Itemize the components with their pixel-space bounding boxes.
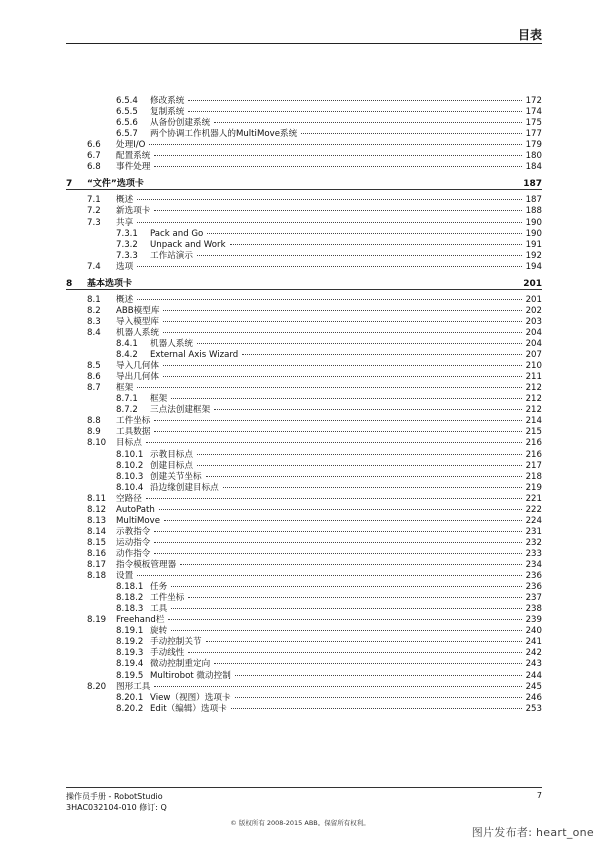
toc-entry-title: “文件”选项卡	[87, 179, 144, 190]
toc-entry-page: 179	[525, 140, 542, 151]
toc-entry-title: 创建关节坐标	[150, 471, 202, 482]
toc-entry-title: 创建目标点	[150, 460, 193, 471]
toc-dot-leader	[164, 511, 522, 521]
toc-entry-number: 8.19.2	[116, 637, 144, 648]
toc-dot-leader	[301, 124, 522, 134]
toc-entry-number: 8.7	[87, 383, 101, 394]
toc-dot-leader	[154, 544, 522, 554]
toc-entry-title: 空路径	[116, 493, 142, 504]
toc-dot-leader	[171, 599, 522, 609]
toc-entry-page: 222	[525, 504, 542, 515]
toc-dot-leader	[188, 91, 522, 101]
toc-dot-leader	[149, 135, 522, 145]
toc-entry-title: Multirobot 微动控制	[150, 670, 231, 681]
toc-entry-title: 工具数据	[116, 427, 151, 438]
toc-entry-title: 共享	[116, 217, 134, 228]
toc-dot-leader	[154, 677, 522, 687]
toc-dot-leader	[206, 632, 522, 642]
toc-entry-number: 8.19.3	[116, 648, 144, 659]
toc-entry-title: 三点法创建框架	[150, 405, 211, 416]
toc-dot-leader	[137, 190, 522, 200]
toc-entry-title: 工具	[150, 604, 168, 615]
toc-entry-number: 8.19.4	[116, 659, 144, 670]
toc-entry-page: 214	[525, 416, 542, 427]
toc-entry-number: 6.5.4	[116, 96, 138, 106]
toc-entry-number: 6.5.5	[116, 107, 138, 118]
toc-entry-page: 216	[525, 449, 542, 460]
toc-entry-title: View（视图）选项卡	[150, 692, 231, 703]
toc-entry-page: 204	[525, 339, 542, 349]
toc-entry-page: 245	[525, 681, 542, 692]
toc-entry-page: 212	[525, 405, 542, 416]
toc-dot-leader	[154, 522, 522, 532]
toc-entry-title: 两个协调工作机器人的MultiMove系统	[150, 129, 298, 140]
toc-dot-leader	[163, 367, 522, 377]
toc-entry-title: 新选项卡	[116, 206, 151, 217]
toc-entry-title: Pack and Go	[150, 228, 204, 239]
toc-entry-title: 手动线性	[150, 648, 185, 659]
toc-entry-number: 6.5.6	[116, 118, 138, 129]
toc-entry-title: 工件坐标	[116, 416, 151, 427]
toc-dot-leader	[197, 456, 522, 466]
toc-entry-title: 基本选项卡	[87, 278, 133, 289]
toc-entry-page: 201	[523, 278, 542, 289]
toc-entry-page: 253	[525, 703, 542, 714]
toc-entry-title: 工作站演示	[150, 250, 193, 261]
toc-dot-leader	[235, 666, 522, 676]
toc-entry-page: 219	[525, 482, 542, 493]
toc-entry-number: 7.4	[87, 261, 101, 272]
toc-entry-number: 7.3.3	[116, 250, 138, 261]
toc-entry-title: AutoPath	[116, 504, 155, 515]
toc-dot-leader	[163, 301, 522, 311]
toc-entry-number: 6.6	[87, 140, 101, 151]
toc-dot-leader	[154, 146, 522, 156]
toc-entry-page: 224	[525, 515, 542, 526]
toc-entry-number: 8.3	[87, 316, 101, 327]
toc-entry-page: 190	[525, 217, 542, 228]
toc-dot-leader	[163, 312, 522, 322]
toc-entry-number: 8.12	[87, 504, 107, 515]
toc-entry-number: 8.20.2	[116, 703, 144, 714]
toc-entry-page: 236	[525, 582, 542, 593]
toc-entry-title: 示教指令	[116, 526, 151, 537]
toc-entry-page: 232	[525, 537, 542, 548]
page-header-title: 目表	[517, 28, 542, 42]
toc-entry[interactable]	[66, 177, 542, 188]
toc-entry-title: 导出几何体	[116, 372, 159, 383]
toc-entry-page: 217	[525, 460, 542, 471]
toc-entry-page: 191	[525, 239, 542, 250]
toc-entry-number: 8.7.1	[116, 394, 138, 405]
toc-entry-page: 187	[525, 195, 542, 206]
toc-entry-title: 框架	[116, 383, 134, 394]
toc-entry-title: 沿边缘创建目标点	[150, 482, 219, 493]
toc-entry-page: 243	[525, 659, 542, 670]
toc-entry-page: 221	[525, 493, 542, 504]
footer-divider	[66, 787, 542, 788]
toc-dot-leader	[230, 235, 522, 245]
toc-entry-page: 244	[525, 670, 542, 681]
toc-entry-number: 6.5.7	[116, 129, 138, 140]
toc-entry-number: 8.4	[87, 327, 101, 338]
footer-manual-title: 操作员手册 - RobotStudio	[66, 792, 163, 801]
toc-entry-number: 7.2	[87, 206, 101, 217]
toc-entry-page: 207	[525, 350, 542, 361]
toc-entry-number: 7.1	[87, 195, 101, 206]
toc-entry-title: 动作指令	[116, 548, 151, 559]
toc-dot-leader	[159, 500, 522, 510]
toc-entry-page: 218	[525, 471, 542, 482]
toc-entry-number: 6.7	[87, 151, 101, 162]
toc-entry-number: 8.19	[87, 615, 107, 626]
toc-entry-number: 8.18.1	[116, 582, 144, 593]
toc-entry-page: 215	[525, 427, 542, 438]
toc-entry-page: 184	[525, 162, 542, 173]
toc-entry-title: 选项	[116, 261, 134, 272]
toc-dot-leader	[154, 533, 522, 543]
toc-dot-leader	[214, 400, 522, 410]
toc-entry-number: 8.18.2	[116, 593, 144, 604]
toc-dot-leader	[188, 102, 522, 112]
toc-entry-number: 7	[66, 179, 73, 190]
toc-dot-leader	[163, 323, 522, 333]
toc-entry-number: 8.10.4	[116, 482, 144, 493]
toc-entry-number: 8.10.2	[116, 460, 144, 471]
toc-entry-page: 241	[525, 637, 542, 648]
toc-entry-title: 处理I/O	[116, 140, 146, 151]
toc-entry-number: 8.7.2	[116, 405, 138, 416]
toc-entry-title: 概述	[116, 294, 134, 305]
toc-dot-leader	[235, 688, 522, 698]
toc-entry-number: 7.3.1	[116, 228, 138, 239]
toc-entry-number: 8.16	[87, 548, 107, 559]
toc-dot-leader	[214, 113, 522, 123]
toc-entry-title: ABB模型库	[116, 305, 160, 316]
toc-entry-page: 204	[525, 327, 542, 338]
toc-entry-title: 图形工具	[116, 681, 151, 692]
toc-dot-leader	[207, 224, 522, 234]
toc-entry-title: External Axis Wizard	[150, 350, 239, 361]
toc-entry-title: 机器人系统	[116, 327, 159, 338]
toc-entry-title: MultiMove	[116, 515, 161, 526]
toc-entry-title: 导入几何体	[116, 361, 159, 372]
toc-dot-leader	[188, 643, 522, 653]
toc-dot-leader	[154, 411, 522, 421]
toc-entry-page: 174	[525, 107, 542, 118]
toc-dot-leader	[206, 467, 522, 477]
footer-manual-info	[66, 791, 167, 813]
toc-entry-title: 工件坐标	[150, 593, 185, 604]
toc-entry-title: 指令模板管理器	[116, 560, 177, 570]
toc-entry-title: 运动指令	[116, 537, 151, 548]
toc-entry-number: 8.10	[87, 438, 107, 449]
toc-dot-leader	[137, 213, 522, 223]
toc-entry-number: 8.4.2	[116, 350, 138, 361]
toc-entry-number: 8.18.3	[116, 604, 144, 615]
toc-entry-title: 微动控制重定向	[150, 659, 211, 670]
toc-entry-title: Edit（编辑）选项卡	[150, 703, 227, 714]
toc-entry-number: 8.6	[87, 372, 101, 383]
toc-dot-leader	[137, 290, 522, 300]
toc-dot-leader	[171, 577, 522, 587]
toc-entry-number: 8.5	[87, 361, 101, 372]
toc-dot-leader	[171, 621, 522, 631]
toc-entry-number: 8.13	[87, 515, 107, 526]
copyright-notice: © 版权所有 2008-2015 ABB。保留所有权利。	[230, 819, 370, 827]
watermark-text: 图片发布者: heart_one	[471, 826, 594, 839]
toc-entry-title: 从备份创建系统	[150, 118, 211, 129]
toc-entry[interactable]	[87, 159, 542, 173]
toc-entry-page: 192	[525, 250, 542, 261]
toc-entry-number: 8.11	[87, 493, 107, 504]
toc-dot-leader	[137, 378, 522, 388]
toc-entry-title: 目标点	[116, 438, 142, 449]
toc-dot-leader	[171, 389, 522, 399]
toc-entry-page: 216	[525, 438, 542, 449]
toc-dot-leader	[154, 157, 522, 167]
toc-dot-leader	[136, 275, 521, 284]
toc-dot-leader	[242, 345, 522, 355]
toc-dot-leader	[197, 445, 522, 455]
toc-dot-leader	[148, 175, 521, 184]
toc-entry-number: 8.2	[87, 305, 101, 316]
toc-dot-leader	[146, 489, 522, 499]
toc-entry-page: 237	[525, 593, 542, 604]
toc-dot-leader	[163, 356, 522, 366]
toc-entry-number: 8.14	[87, 526, 107, 537]
toc-entry-page: 202	[525, 305, 542, 316]
toc-entry-title: 配置系统	[116, 151, 151, 162]
toc-entry-title: 任务	[150, 582, 168, 593]
toc-entry-number: 8	[66, 278, 73, 289]
toc-entry-number: 8.19.5	[116, 670, 144, 681]
toc-entry-page: 234	[525, 560, 542, 570]
toc-dot-leader	[223, 478, 522, 488]
toc-entry-title: 示教目标点	[150, 449, 193, 460]
toc-entry-title: 事件处理	[116, 162, 151, 173]
toc-dot-leader	[231, 699, 522, 709]
toc-entry-page: 236	[525, 571, 542, 582]
toc-entry-number: 7.3	[87, 217, 101, 228]
toc-entry-page: 233	[525, 548, 542, 559]
toc-entry-number: 8.17	[87, 560, 107, 570]
toc-entry-title: 手动控制关节	[150, 637, 202, 648]
toc-entry-title: 旋转	[150, 626, 168, 637]
toc-entry-title: Unpack and Work	[150, 239, 226, 250]
toc-dot-leader	[168, 610, 522, 620]
toc-dot-leader	[154, 422, 522, 432]
toc-entry-page: 231	[525, 526, 542, 537]
toc-entry-page: 194	[525, 261, 542, 272]
toc-dot-leader	[146, 433, 522, 443]
toc-entry-page: 177	[525, 129, 542, 140]
toc-entry-page: 238	[525, 604, 542, 615]
toc-entry-number: 8.10.1	[116, 449, 144, 460]
toc-entry-page: 187	[523, 179, 542, 190]
toc-entry-title: 修改系统	[150, 96, 185, 106]
toc-entry[interactable]	[116, 701, 542, 712]
footer-doc-id: 3HAC032104-010 修订: Q	[66, 803, 167, 812]
header-divider	[66, 43, 542, 44]
toc-entry-number: 8.19.1	[116, 626, 144, 637]
toc-entry-number: 8.20.1	[116, 692, 144, 703]
toc-entry-title: 导入模型库	[116, 316, 159, 327]
toc-entry-title: 机器人系统	[150, 339, 193, 349]
toc-entry-page: 175	[525, 118, 542, 129]
toc-entry[interactable]	[66, 277, 542, 288]
toc-dot-leader	[180, 555, 522, 565]
toc-entry-page: 188	[525, 206, 542, 217]
toc-entry-title: 概述	[116, 195, 134, 206]
toc-dot-leader	[154, 201, 522, 211]
toc-entry-page: 190	[525, 228, 542, 239]
toc-entry-page: 210	[525, 361, 542, 372]
toc-entry[interactable]	[87, 259, 542, 270]
toc-dot-leader	[137, 566, 522, 576]
toc-entry-page: 246	[525, 692, 542, 703]
toc-entry-page: 201	[525, 294, 542, 305]
toc-dot-leader	[197, 334, 522, 344]
toc-entry-number: 8.4.1	[116, 339, 138, 349]
toc-entry-number: 8.9	[87, 427, 101, 438]
toc-entry-number: 8.8	[87, 416, 101, 427]
toc-entry-number: 8.1	[87, 294, 101, 305]
toc-entry-title: 复制系统	[150, 107, 185, 118]
toc-entry-page: 211	[525, 372, 542, 383]
toc-entry-page: 242	[525, 648, 542, 659]
toc-entry-page: 240	[525, 626, 542, 637]
toc-entry-number: 8.15	[87, 537, 107, 548]
toc-entry-page: 212	[525, 383, 542, 394]
footer-page-number: 7	[536, 791, 542, 800]
toc-entry-number: 6.8	[87, 162, 101, 173]
toc-entry-page: 239	[525, 615, 542, 626]
toc-entry-page: 212	[525, 394, 542, 405]
toc-entry-number: 8.10.3	[116, 471, 144, 482]
toc-dot-leader	[188, 588, 522, 598]
toc-dot-leader	[214, 654, 522, 664]
toc-entry-number: 8.18	[87, 571, 107, 582]
toc-entry-page: 203	[525, 316, 542, 327]
toc-entry-title: 框架	[150, 394, 168, 405]
toc-entry-page: 180	[525, 151, 542, 162]
toc-entry-page: 172	[525, 96, 542, 106]
toc-entry-title: Freehand栏	[116, 615, 165, 626]
toc-dot-leader	[197, 246, 522, 256]
toc-entry-number: 7.3.2	[116, 239, 138, 250]
toc-dot-leader	[137, 257, 522, 267]
toc-entry-title: 设置	[116, 571, 134, 582]
toc-entry-number: 8.20	[87, 681, 107, 692]
